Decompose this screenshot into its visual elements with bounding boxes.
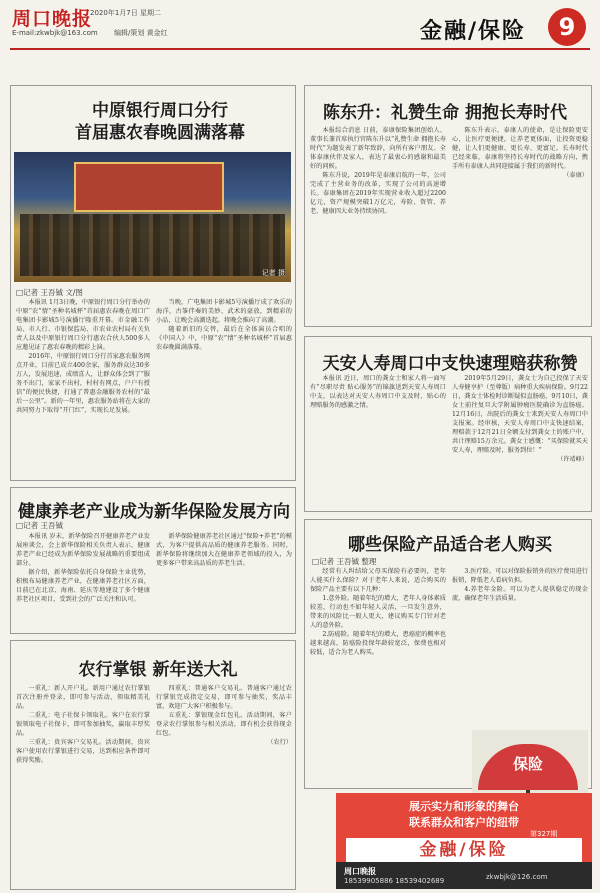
- chen-col-1: [310, 126, 446, 322]
- which-title: 哪些保险产品适合老人购买: [348, 535, 552, 555]
- zhongyuan-para-4: 随着新旧的交替，最后在全体演员合唱的《中国人》中，中原“农”情“圣种名城杯”首届惠农春晚圆满落幕。: [156, 326, 292, 351]
- footer-phones: 18539905886 18539402689: [344, 877, 445, 885]
- zhongyuan-byline: □记者 王吾铖 文/图: [16, 288, 83, 297]
- footer-slogan-2: 联系群众和客户的纽带: [409, 816, 519, 829]
- newspaper-logo: 周口晚报: [12, 8, 93, 30]
- photo-caption: 记者 摄: [261, 269, 285, 277]
- tianan-title: 天安人寿周口中支快速理赔获称赞: [322, 354, 578, 374]
- which-para-5: 4.养老年金险。可以为老人提供稳定的现金流，确保老年生活质量。: [452, 586, 588, 602]
- tianan-para-2: 2019年5月29日，龚女士为自己投保了天安人寿健享护（至尊版）病种重大疾病保险。9月22日，龚女士体检时诊断疑似直肠癌，9月10日，龚女士前往复旦大学附属肿瘤医院确诊为直肠癌。12月16日，出院后的龚女士来到天安人寿周口中支报案。经审核，天安人寿周口中支快速结案，理赔款于12月21日全额支付到龚女士的账户中，共计理赔15万余元。龚女士感慨：“买保险就买天安人寿，理赔及时，服务到位！”: [452, 375, 588, 454]
- chen-para-3: 陈东升表示，泰康人的使命，是让保险更安心，让医疗更便捷，让养老更体面，让投资更稳健，让人们更健康、更长寿、更富足。长寿时代已经来临，泰康将坚持长寿时代的战略方向，携手所有泰康人共同迎接属于我们的新时代。: [452, 127, 588, 170]
- performers: [20, 214, 285, 276]
- health-para-3: 新华保险健康养老社区通过“保险+养老”的模式，为客户提供高品质的健康养老服务。同时，新华保险将继续加大在健康养老领域的投入，为更多客户带来高品质的养老生活。: [156, 533, 292, 567]
- nong-para-1: 一重礼：新人开户礼。新用户通过农行掌银首次注册并登录，即可参与活动，领取精美礼品。: [16, 685, 150, 710]
- zhongyuan-title-line1: 中原银行周口分行: [92, 101, 228, 121]
- zhongyuan-para-2: 2016年，中原银行周口分行首家惠农服务网点开业，目前已成立400余家，服务群众达30多万人，发展迅速，成绩喜人，让群众体会到了“服务不出门，家家不出村，村村有网点，户户有授信”的便民快捷，打通了普惠金融服务农村的“最后一公里”。新的一年里，惠农服务站将在大家的共同努力下取得“开门红”，实现长足发展。: [16, 353, 150, 414]
- chen-para-1: 本报综合消息 日前，泰康保险集团创始人、董事长兼首席执行官陈东升以“礼赞生命 拥抱长寿时代”为题发表了新年致辞，向所有客户朋友、全体泰康伙伴及家人，表达了最衷心的感谢和最美好的问候。: [310, 127, 446, 170]
- footer-issue: 第327期: [530, 830, 558, 838]
- nong-para-2: 二重礼：电子社保卡领取礼。客户在农行掌银领取电子社保卡，即可参加抽奖，赢取丰厚奖品。: [16, 712, 150, 737]
- health-col-1: [16, 532, 150, 630]
- nong-title: 农行掌银 新年送大礼: [78, 660, 238, 680]
- gala-photo: [14, 152, 291, 282]
- zhongyuan-col-1: [16, 298, 150, 478]
- health-title: 健康养老产业成为新华保险发展方向: [18, 502, 290, 522]
- nong-para-4: 四重礼：普通客户交易礼。普通客户通过农行掌银完成指定交易，即可参与抽奖，奖品丰富，欢迎广大客户积极参与。: [156, 685, 292, 710]
- issue-date: 2020年1月7日 星期二: [90, 9, 161, 17]
- which-byline: □记者 王吾铖 整理: [312, 557, 377, 566]
- which-para-2: 1.意外险。随着年纪的增大，老年人身体素质较差，行动也不如年轻人灵活，一旦发生意外，带来的风险比一般人更大，建议购买专门针对老人的意外险。: [310, 595, 446, 629]
- tianan-col-1: [310, 374, 446, 508]
- tianan-col-2: [452, 374, 588, 508]
- nong-col-1: [16, 684, 150, 884]
- chen-para-2: 陈东升说，2019年是泰康启航的一年，公司完成了主营业务的改革，实现了公司的高速增长。泰康集团在2019年实现营业收入超过2200亿元，资产规模突破1万亿元，寿险、资管、养老、健康四大业务持续协同。: [310, 172, 446, 215]
- umbrella-icon: 保险: [478, 744, 578, 790]
- page-number: 9: [548, 8, 586, 46]
- tianan-para-1: 本报讯 近日，周口的龚女士和家人将一面写有“尽职尽责 贴心服务”的锦旗送到天安人寿周口中支，以表达对天安人寿周口中支及时、贴心的理赔服务的感激之情。: [310, 375, 446, 409]
- footer-brand: 周口晚报: [344, 866, 376, 876]
- which-col-1: [310, 567, 446, 785]
- masthead-email: E-mail:zkwbjk@163.com: [12, 29, 98, 37]
- nong-col-2: [156, 684, 292, 884]
- stage-screen: [74, 162, 224, 212]
- which-para-4: 3.医疗险。可以对保险报销外的医疗费用进行报销，降低老人看病负担。: [452, 568, 588, 584]
- health-para-1: 本报讯 岁末，新华保险召开健康养老产业发展座谈会，会上新华保险相关负责人表示，健康养老产业已经成为新华保险发展战略的重要组成部分。: [16, 533, 150, 567]
- health-col-2: [156, 532, 292, 630]
- footer-email: zkwbjk@126.com: [486, 873, 548, 881]
- masthead-meta: [12, 28, 182, 38]
- chen-col-2: [452, 126, 588, 322]
- header-rule: [10, 48, 590, 50]
- which-para-3: 2.防癌险。随着年纪的增大，患癌症的概率也越来越高，防癌险投保年龄较宽泛，保费也相对较低，适合为老人购买。: [310, 631, 446, 656]
- nong-para-5: 五重礼：掌银现金红包礼。活动期间，客户登录农行掌银参与相关活动，即有机会获得现金红包。: [156, 712, 292, 737]
- masthead-editor: 编辑/策划 黄金红: [113, 29, 168, 37]
- which-para-1: 经常有人纠结给父母买保险有必要吗，老年人能买什么保险？对于老年人来说，适合购买的保险产品主要有以下几种：: [310, 568, 446, 593]
- section-title: 金融/保险: [420, 18, 527, 44]
- footer-section-name: 金融/保险: [346, 838, 582, 862]
- zhongyuan-title-line2: 首届惠农春晚圆满落幕: [75, 123, 245, 143]
- nong-signoff: （农行）: [267, 739, 292, 746]
- nong-para-3: 三重礼：贵宾客户交易礼。活动期间，贵宾客户使用农行掌银进行交易，达到相应条件即可获得奖励。: [16, 739, 150, 764]
- tianan-signoff: （许靖峰）: [557, 456, 588, 463]
- health-para-2: 据介绍，新华保险依托自身保险主业优势，积极布局健康养老产业，在健康养老社区方面，目前已在北京、海南、延庆等地建设了多个健康养老社区项目，受到社会的广泛关注和认可。: [16, 569, 150, 603]
- zhongyuan-para-3: 当晚，广电集团卡影城5号演播厅成了欢乐的海洋，古筝伴奏的美妙、武术的豪放，到精彩的小品，让晚会高潮迭起，将晚会推向了高潮。: [156, 299, 292, 324]
- which-col-2: [452, 567, 588, 727]
- chen-title: 陈东升：礼赞生命 拥抱长寿时代: [323, 103, 567, 123]
- zhongyuan-para-1: 本报讯 1月3日晚，中原银行周口分行举办的中原“农”情“圣种名城杯”首届惠农春晚在周口广电集团卡影城5号演播厅隆重开幕。市金融工作局、市人行、市银保监局、市农业农村局有关负责人以及中原银行周口分行惠农合伙人500多人应邀见证了惠农春晚的精彩上演。: [16, 299, 150, 351]
- footer-slogan-1: 展示实力和形象的舞台: [409, 800, 519, 813]
- chen-signoff: （泰康）: [563, 172, 588, 179]
- health-byline: □记者 王吾铖: [16, 521, 63, 530]
- zhongyuan-col-2: [156, 298, 292, 478]
